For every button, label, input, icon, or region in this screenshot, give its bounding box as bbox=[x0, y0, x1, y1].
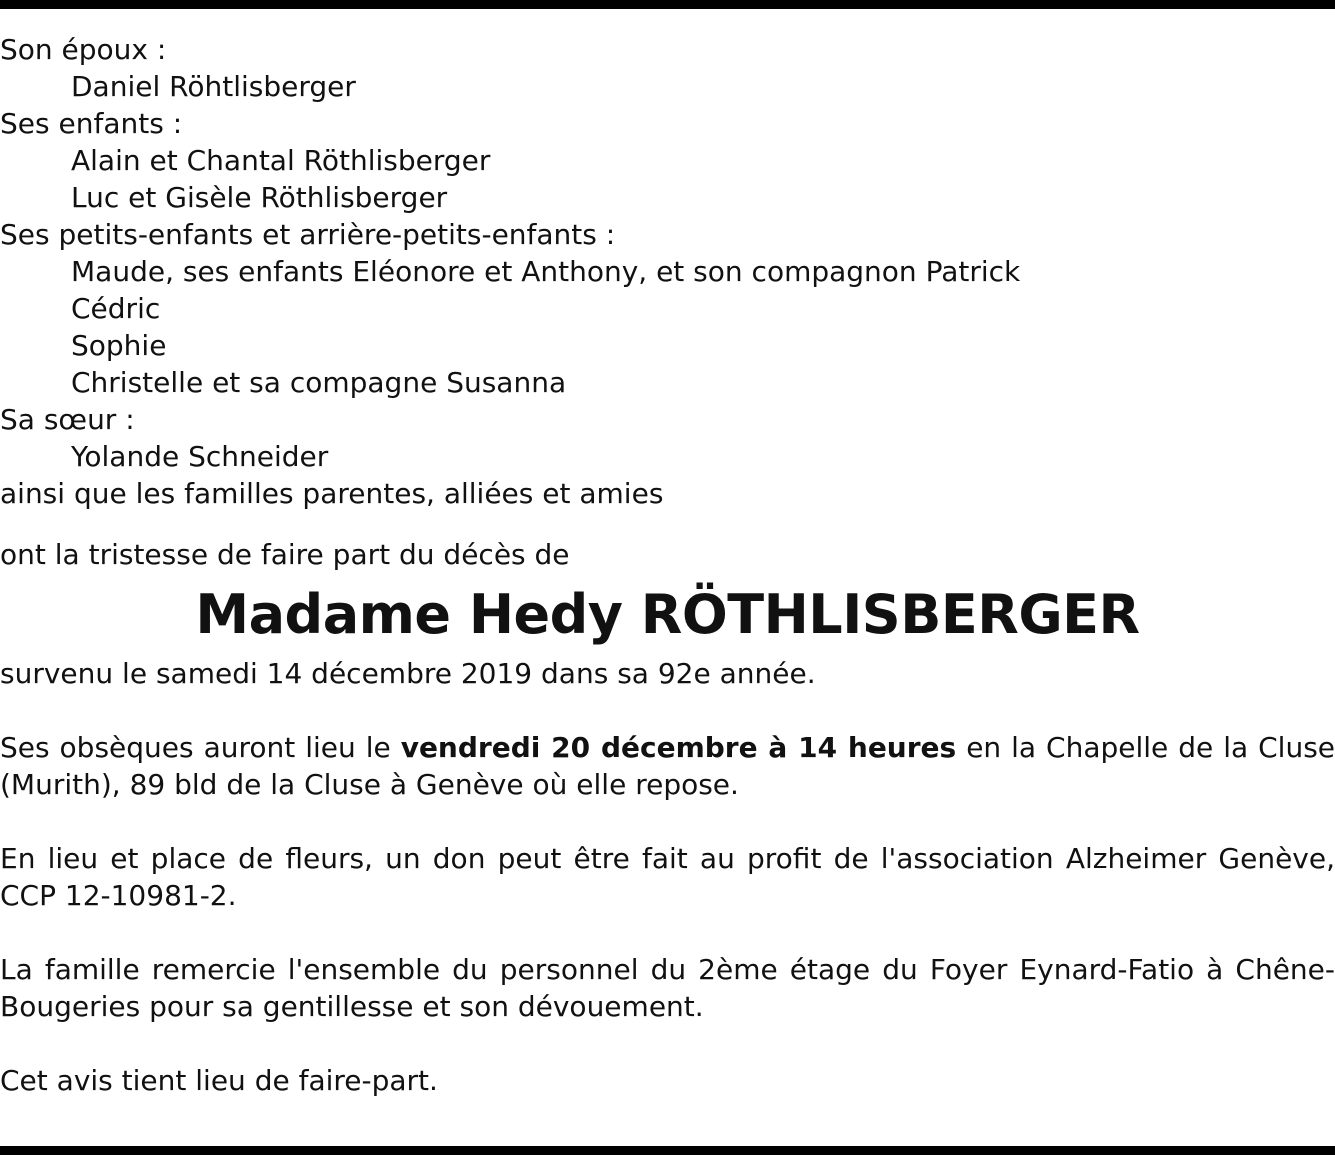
donation-line-2: CCP 12-10981-2. bbox=[0, 879, 237, 912]
grandchild-name: Sophie bbox=[71, 329, 167, 362]
bottom-rule bbox=[0, 1146, 1335, 1155]
announcement-line: ont la tristesse de faire part du décès de bbox=[0, 538, 570, 571]
grandchild-name: Christelle et sa compagne Susanna bbox=[71, 366, 567, 399]
thanks-line-2: Bougeries pour sa gentillesse et son dévouement. bbox=[0, 990, 704, 1023]
thanks-line-1: La famille remercie l'ensemble du personnel du 2ème étage du Foyer Eynard-Fatio à Chêne- bbox=[0, 953, 1335, 986]
relatives-line: ainsi que les familles parentes, alliées et amies bbox=[0, 477, 664, 510]
child-name: Alain et Chantal Röthlisberger bbox=[71, 144, 491, 177]
spouse-name: Daniel Röhtlisberger bbox=[71, 70, 356, 103]
grandchild-name: Cédric bbox=[71, 292, 161, 325]
closing-paragraph bbox=[0, 1062, 1335, 1099]
sister-name: Yolande Schneider bbox=[71, 440, 329, 473]
funeral-paragraph bbox=[0, 729, 1335, 803]
deceased-name: Madame Hedy RÖTHLISBERGER bbox=[195, 583, 1140, 646]
children-label: Ses enfants : bbox=[0, 107, 183, 140]
funeral-date-time: vendredi 20 décembre à 14 heures bbox=[400, 731, 957, 764]
closing-line: Cet avis tient lieu de faire-part. bbox=[0, 1064, 438, 1097]
spouse-label: Son époux : bbox=[0, 33, 167, 66]
grandchildren-label: Ses petits-enfants et arrière-petits-enfants : bbox=[0, 218, 616, 251]
funeral-place: en la Chapelle de la Cluse bbox=[966, 731, 1335, 764]
child-name: Luc et Gisèle Röthlisberger bbox=[71, 181, 448, 214]
donation-paragraph bbox=[0, 840, 1335, 914]
grandchild-name: Maude, ses enfants Eléonore et Anthony, et son compagnon Patrick bbox=[71, 255, 1021, 288]
obituary-notice bbox=[0, 31, 1335, 1099]
funeral-line-2: (Murith), 89 bld de la Cluse à Genève où elle repose. bbox=[0, 768, 739, 801]
sister-label: Sa sœur : bbox=[0, 403, 135, 436]
death-info: survenu le samedi 14 décembre 2019 dans sa 92e année. bbox=[0, 657, 816, 690]
funeral-prefix: Ses obsèques auront lieu le bbox=[0, 731, 391, 764]
top-rule bbox=[0, 0, 1335, 9]
donation-line-1: En lieu et place de fleurs, un don peut être fait au profit de l'association Alzheimer Genève, bbox=[0, 842, 1335, 875]
funeral-line-1 bbox=[0, 729, 1335, 766]
thanks-paragraph bbox=[0, 951, 1335, 1025]
